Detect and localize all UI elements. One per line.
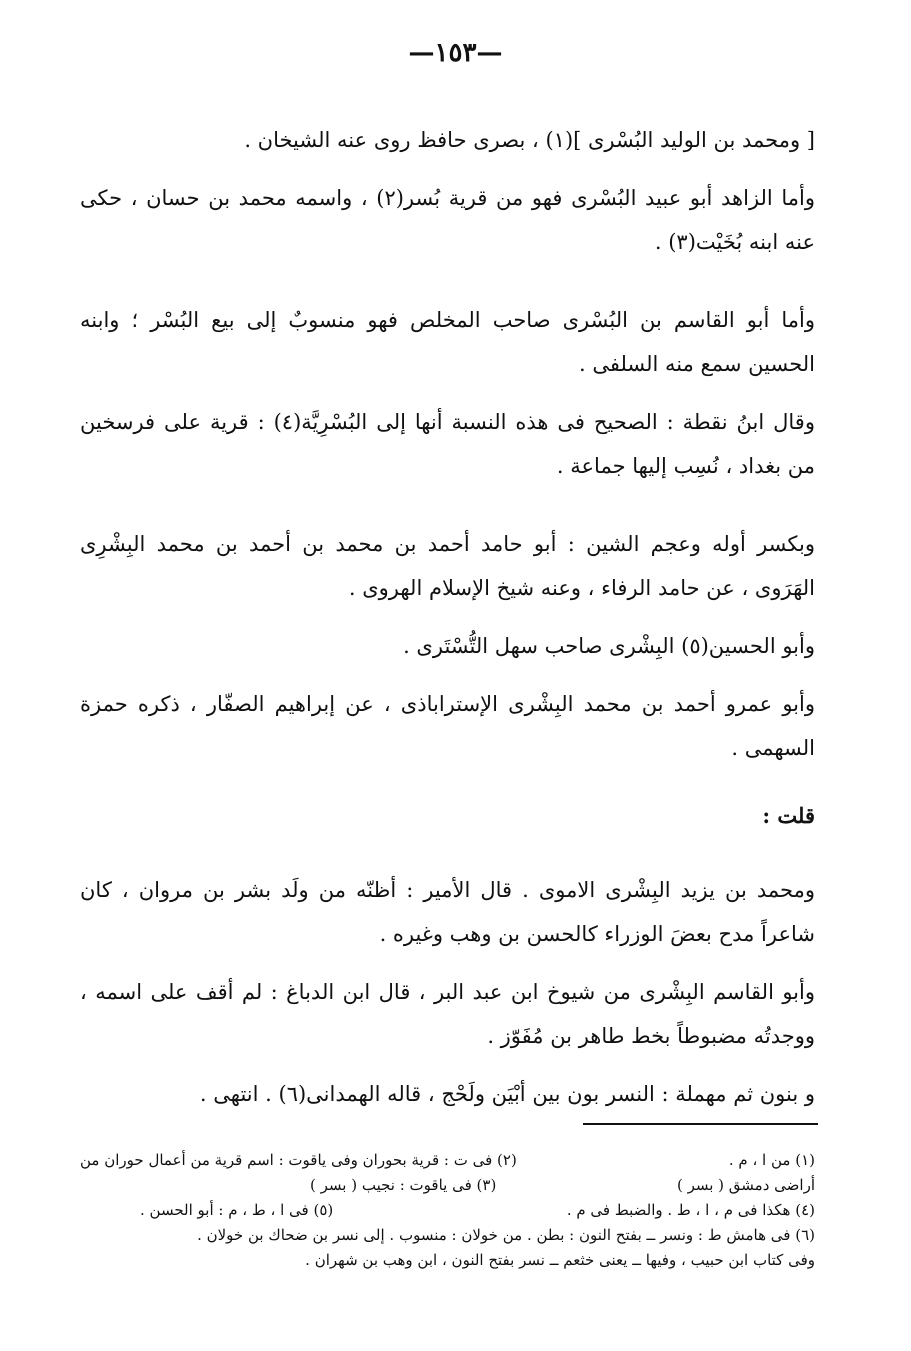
- footnote-6: (٦) فى هامش ط : ونسر ــ بفتح النون : بطن . من خولان : منسوب . إلى نسر بن ضحاك بن خولان .: [197, 1226, 815, 1244]
- footnote-3: (٣) فى ياقوت : نجيب ( بسر ): [310, 1176, 497, 1194]
- page-number: —١٥٣—: [408, 38, 503, 68]
- paragraph-muhammad-ibn-yazid: ومحمد بن يزيد البِشْرى الاموى . قال الأمير : أظنّه من ولَد بشر بن مروان ، كان شاعراً مدح بعضَ الوزراء كالحسن بن وهب وغيره .: [80, 878, 815, 946]
- footnote-6-continued: وفى كتاب ابن حبيب ، وفيها ــ يعنى خثعم ــ نسر بفتح النون ، ابن وهب بن شهران .: [305, 1251, 815, 1269]
- footnote-row: [80, 1148, 815, 1173]
- footnote-row: [80, 1198, 815, 1223]
- footnote-divider: [583, 1123, 818, 1125]
- footnotes: [80, 1148, 815, 1273]
- paragraph-abu-ubayd: وأما الزاهد أبو عبيد البُسْرى فهو من قرية بُسر(٢) ، واسمه محمد بن حسان ، حكى عنه ابنه بُخَيْت(٣) .: [80, 186, 815, 254]
- paragraph-muhammad-ibn-al-walid: [ ومحمد بن الوليد البُسْرى ](١) ، بصرى حافظ روى عنه الشيخان .: [244, 128, 815, 152]
- paragraph-nasr: و بنون ثم مهملة : النسر بون بين أبْيَن ولَحْج ، قاله الهمدانى(٦) . انتهى .: [199, 1082, 815, 1106]
- footnote-4: (٤) هكذا فى م ، ا ، ط . والضبط فى م .: [566, 1201, 815, 1219]
- heading-qult: قلت :: [762, 803, 815, 828]
- paragraph-ibn-nuqta: وقال ابنُ نقطة : الصحيح فى هذه النسبة أنها إلى البُسْرِيَّة(٤) : قرية على فرسخين من بغداد ، نُسِب إليها جماعة .: [80, 410, 815, 478]
- paragraph-abu-al-qasim: وأما أبو القاسم بن البُسْرى صاحب المخلص فهو منسوبٌ إلى بيع البُسْر ؛ وابنه الحسين سمع منه السلفى .: [80, 308, 815, 376]
- footnote-2-continued: أراضى دمشق ( بسر ): [676, 1176, 815, 1194]
- paragraph-abu-amr: وأبو عمرو أحمد بن محمد البِشْرى الإستراباذى ، عن إبراهيم الصفّار ، ذكره حمزة السهمى .: [80, 692, 815, 760]
- body-text: [80, 118, 815, 1130]
- footnote-5: (٥) فى ا ، ط ، م : أبو الحسن .: [140, 1201, 334, 1219]
- footnote-2: (٢) فى ت : قرية بحوران وفى ياقوت : اسم قرية من أعمال حوران من: [80, 1151, 517, 1169]
- footnote-1: (١) من ا ، م .: [728, 1151, 815, 1169]
- footnote-row: [80, 1173, 815, 1198]
- paragraph-bishri-kasr: وبكسر أوله وعجم الشين : أبو حامد أحمد بن محمد بن أحمد بن محمد البِشْرِى الهَرَوى ، عن حامد الرفاء ، وعنه شيخ الإسلام الهروى .: [80, 532, 815, 600]
- paragraph-abu-al-husayn: وأبو الحسين(٥) البِشْرى صاحب سهل التُّسْتَرى .: [403, 634, 815, 658]
- paragraph-abu-al-qasim-bishri: وأبو القاسم البِشْرى من شيوخ ابن عبد البر ، قال ابن الدباغ : لم أقف على اسمه ، ووجدتُه مضبوطاً بخط طاهر بن مُفَوّز .: [80, 980, 815, 1048]
